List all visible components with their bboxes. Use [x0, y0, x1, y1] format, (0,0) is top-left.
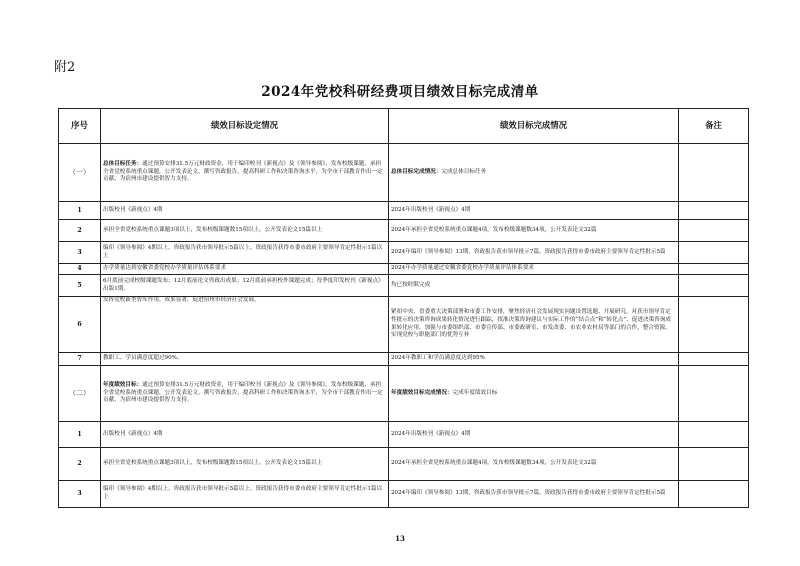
table-row: [59, 481, 749, 508]
row-target: [101, 366, 389, 422]
completion-heading: 总体目标完成情况：: [391, 168, 442, 175]
row-seq: 7: [59, 353, 101, 366]
row-seq: （一）: [59, 144, 101, 202]
table-row: [59, 202, 749, 220]
table-row: [59, 220, 749, 242]
row-completion: 2024年编印《领导参阅》13期，咨政报告获市领导批示7篇，资政报告获得市委市政府主要领导肯定性批示5篇: [389, 242, 679, 264]
row-seq: 1: [59, 202, 101, 220]
row-seq: 4: [59, 264, 101, 275]
row-completion: [389, 366, 679, 422]
row-completion: 紧扣中央、省委重大决策部署和市委工作安排，聚焦经济社会发展现实问题设置选题、开展研究。对获市领导肯定性批示的决策咨询成果转化情况进行跟踪，找准决策咨询建议与实际工作的“结合点”和“转化点”，促进决策咨询成果转化应用。加强与市委组织部、市委宣传部、市委政研室、市发改委、市农业农村局等部门的合作，整合资源，实现党校与职能部门的优势互补: [389, 297, 679, 353]
row-target: 办学质量达到安徽省委党校办学质量评估体系要求: [101, 264, 389, 275]
row-remark: [679, 202, 749, 220]
header-seq: 序号: [59, 109, 101, 144]
row-remark: [679, 242, 749, 264]
row-target: 发挥党校新型智库作用，成果显著，促进宿州市经济社会发展。: [101, 297, 389, 353]
row-completion: 2024年承担全省党校系统重点课题4项，发布校级课题数34项，公开发表论文32篇: [389, 220, 679, 242]
row-remark: [679, 448, 749, 481]
table-row: [59, 448, 749, 481]
row-remark: [679, 366, 749, 422]
row-target: 承担全省党校系统重点课题3项以上，发布校级课题数15项以上，公开发表论文15篇以上: [101, 448, 389, 481]
completion-text: 完成年度绩效目标: [452, 389, 498, 396]
table-row: [59, 353, 749, 366]
row-remark: [679, 220, 749, 242]
table-row: [59, 422, 749, 448]
row-target: 出版校刊《新视点》4期: [101, 202, 389, 220]
header-completion: 绩效目标完成情况: [389, 109, 679, 144]
row-completion: [389, 144, 679, 202]
completion-heading: 年度绩效目标完成情况：: [391, 389, 453, 396]
row-seq: 2: [59, 220, 101, 242]
row-seq: 3: [59, 481, 101, 508]
target-heading: 年度绩效目标：: [103, 382, 143, 389]
table-row: [59, 297, 749, 353]
row-remark: [679, 297, 749, 353]
target-text: 通过预算安排31.5万元财政资金，用于编印校刊《新视点》及《领导参阅》，发布校级课题，承担全省党校系统重点课题，公开发表论文，撰写咨政报告，提高科研工作和决策咨询水平，为全市干部教育作出一定贡献，为宿州市建设提供智力支持。: [103, 382, 383, 404]
row-target: 出版校刊《新视点》4期: [101, 422, 389, 448]
document-title: 2024年党校科研经费项目绩效目标完成清单: [261, 84, 539, 100]
row-remark: [679, 481, 749, 508]
row-target: 6月底前完成校级课题发布；12月底前论文咨政出成果；12月底前承担校外课题完成；每季度印发校刊《新视点》出版1期。: [101, 275, 389, 297]
row-seq: 2: [59, 448, 101, 481]
row-completion: 2024年出版校刊《新视点》4期: [389, 422, 679, 448]
row-remark: [679, 422, 749, 448]
row-completion: 2024年编印《领导参阅》13期，咨政报告获市领导批示7篇，资政报告获得市委市政府主要领导肯定性批示5篇: [389, 481, 679, 508]
table-header-row: [59, 109, 749, 144]
row-remark: [679, 353, 749, 366]
table-row: [59, 242, 749, 264]
row-seq: 6: [59, 297, 101, 353]
row-completion: 2024年教职工和学员满意度达到95%: [389, 353, 679, 366]
page-number: 13: [395, 534, 405, 543]
row-completion: 2024年承担全省党校系统重点课题4项，发布校级课题数34项，公开发表论文32篇: [389, 448, 679, 481]
table-row: [59, 366, 749, 422]
row-remark: [679, 144, 749, 202]
annex-label: 附2: [54, 60, 76, 75]
row-target: 编印《领导参阅》4期以上，咨政报告获市领导批示5篇以上，资政报告获得市委市政府主要领导肯定性批示1篇以上: [101, 481, 389, 508]
row-target: [101, 144, 389, 202]
row-seq: 3: [59, 242, 101, 264]
table-row: [59, 275, 749, 297]
header-target: 绩效目标设定情况: [101, 109, 389, 144]
performance-table: [58, 108, 749, 508]
row-completion: 均已按时限完成: [389, 275, 679, 297]
target-text: 通过预算安排31.5万元财政资金，用于编印校刊《新视点》及《领导参阅》，发布校级课题，承担全省党校系统重点课题，公开发表论文，撰写咨政报告，提高科研工作和决策咨询水平，为全市干部教育作出一定贡献，为宿州市建设提供智力支持。: [103, 161, 383, 183]
row-completion: 2024年办学质量通过安徽省委党校办学质量评估体系要求: [389, 264, 679, 275]
row-seq: （二）: [59, 366, 101, 422]
row-seq: 1: [59, 422, 101, 448]
row-target: 承担全省党校系统重点课题3项以上，发布校级课题数15项以上，公开发表论文15篇以上: [101, 220, 389, 242]
row-completion: 2024年出版校刊《新视点》4期: [389, 202, 679, 220]
row-seq: 5: [59, 275, 101, 297]
target-heading: 总体目标任务：: [103, 161, 143, 168]
table-row: [59, 144, 749, 202]
table-row: [59, 264, 749, 275]
header-remark: 备注: [679, 109, 749, 144]
row-target: 教职工、学员满意度超过90%。: [101, 353, 389, 366]
row-remark: [679, 275, 749, 297]
row-remark: [679, 264, 749, 275]
completion-text: 完成总体目标任务: [441, 168, 487, 175]
row-target: 编印《领导参阅》4期以上，咨政报告获市领导批示5篇以上，资政报告获得市委市政府主要领导肯定性批示1篇以上: [101, 242, 389, 264]
